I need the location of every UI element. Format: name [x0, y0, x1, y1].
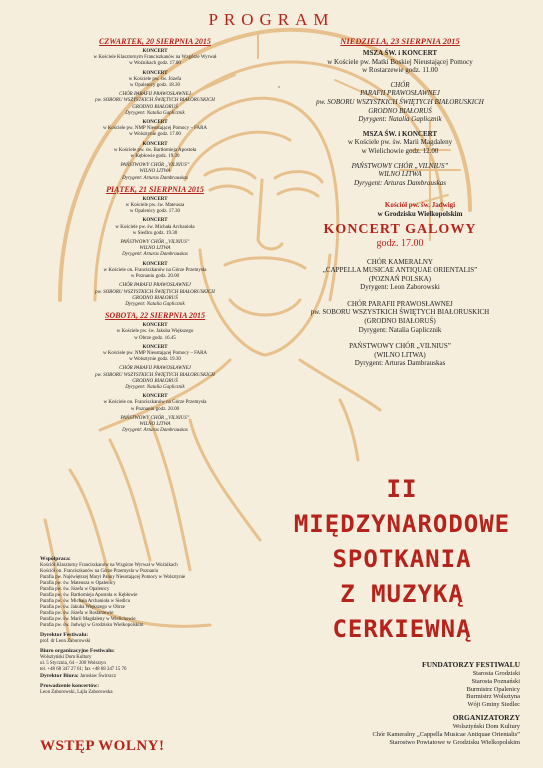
list-item: Wolsztyński Dom Kultury	[452, 722, 520, 730]
list-item: Starosta Poznański	[471, 677, 520, 685]
day-heading-thursday: CZWARTEK, 20 SIERPNIA 2015	[99, 37, 211, 46]
list-item: Wójt Gminy Siedlec	[467, 701, 520, 709]
list-item: Parafia pw. św. Jadwigi w Grodzisku Wielkopolskim	[40, 623, 144, 628]
cooperation-heading: Współpraca:	[40, 556, 71, 562]
office-heading: Biuro organizacyjne Festiwalu:	[40, 648, 115, 654]
list-item: Parafia pw. św. Michała Archanioła w Siedlcu	[40, 599, 131, 604]
event-block: KONCERT w Kościele on. Franciszkanów na Górze Przemysła w Poznaniu godz. 20.00	[103, 394, 207, 412]
left-schedule	[40, 36, 270, 437]
event-block: MSZA ŚW. i KONCERT w Kościele pw. św. Marii Magdaleny w Wielichowie godz. 12.00	[347, 129, 453, 155]
event-block: KONCERT w Kościele Klasztornym Franciszkanów na Wzgórze Wyrwał w Woźnikach godz. 17.00	[93, 49, 217, 67]
funders-heading: FUNDATORZY FESTIWALU	[421, 660, 520, 669]
choir-block: PAŃSTWOWY CHÓR „VILNIUS” WILNO LITWA Dyrygent: Arturas Dambrauskas	[351, 161, 449, 187]
event-block: KONCERT w Kościele on. Franciszkanów na Górze Przemysła w Poznaniu godz. 20.00	[103, 261, 207, 280]
program-title: PROGRAM	[208, 10, 335, 29]
director-name: prof. dr Leon Zaborowski	[40, 639, 91, 644]
gala-concert-title: KONCERT GALOWY	[323, 221, 477, 237]
event-block: KONCERT w Kościele pw. św. Bartłomieja Apostoła w Kębłowie godz. 19.30	[113, 141, 197, 160]
choir-block: CHÓR PARAFII PRAWOSŁAWNEJ pw. SOBORU WSZYSTKICH ŚWIĘTYCH BIAŁORUSKICH GRODNO BIAŁORUŚ Dyrygent: Natalia Gaplicznik	[95, 366, 215, 390]
event-block: KONCERT w Kościele pw. św. Jakuba Większego w Obrze godz. 16.45	[116, 323, 194, 341]
choir-block: PAŃSTWOWY CHÓR „VILNIUS” WILNO LITWA Dyrygent: Arturas Dambrauskas	[120, 240, 190, 258]
list-item: Parafia pw. św. Mateusza w Opalenicy	[40, 581, 116, 586]
list-item: Parafia pw. św. Marii Magdaleny w Wielichowie	[40, 617, 136, 622]
office-director: Dyrektor Biura: Jarosław Świrszcz	[40, 673, 117, 679]
organizers-heading: ORGANIZATORZY	[452, 712, 520, 722]
list-item: Parafia pw. św. Józefa w Rostarzewie	[40, 611, 114, 616]
event-block: KONCERT w Kościele pw. św. Mateusza w Opalenicy godz. 17.30	[125, 196, 185, 215]
list-item: Burmistrz Opalenicy	[466, 685, 520, 693]
event-block: KONCERT w Kościele pw. św. Michała Archanioła w Siedlcu godz. 19.30	[115, 218, 195, 236]
list-item: Parafia pw. św. Jakuba Większego w Obrze	[40, 605, 125, 610]
list-item: Chór Kameralny „Cappella Musicae Antiquae Orientalis”	[372, 730, 520, 738]
hosts-names: Leon Zaborowski, Lajla Zaborowska	[40, 690, 113, 695]
list-item: Parafia pw. św. Bartłomieja Apostoła w Kębłowie	[40, 593, 138, 598]
festival-name: II MIĘDZYNARODOWE SPOTKANIA Z MUZYKĄ CERKIEWNĄ	[293, 475, 511, 643]
gala-concert-time: godz. 17.00	[376, 237, 424, 249]
choir-block: CHÓR PARAFII PRAWOSŁAWNEJ pw. SOBORU WSZYSTKICH ŚWIĘTYCH BIAŁORUSKICH GRODNO BIAŁORUŚ Dyrygent: Natalia Gaplicznik	[95, 92, 215, 116]
list-item: Parafia pw. św. Józefa w Opalenicy	[40, 587, 110, 592]
event-block: KONCERT w Kościele pw. św. Józefa w Opalenicy godz. 18.30	[128, 70, 182, 89]
list-item: Starostwo Powiatowe w Grodzisku Wielkopolskim	[389, 738, 520, 746]
list-item: Burmistrz Wolsztyna	[466, 693, 520, 701]
list-item: Parafia pw. Najświętszej Maryi Panny Nieustającej Pomocy w Wolsztynie	[40, 575, 186, 580]
day-heading-saturday: SOBOTA, 22 SIERPNIA 2015	[104, 311, 206, 321]
event-block: KONCERT w Kościele pw. NMP Nieustającej Pomocy – FARA w Wolsztynie godz. 17.00	[102, 120, 208, 138]
choir-block: CHÓR KAMERALNY „CAPPELLA MUSICAE ANTIQUAE ORIENTALIS” (POZNAŃ POLSKA) Dyrygent: Leon Zaborowski	[322, 257, 478, 292]
day-heading-sunday: NIEDZIELA, 23 SIERPNIA 2015	[340, 36, 460, 46]
director-heading: Dyrektor Festiwalu:	[40, 632, 89, 638]
choir-block: CHÓR PARAFII PRAWOSŁAWNEJ pw. SOBORU WSZYSTKICH ŚWIĘTYCH BIAŁORUSKICH GRODNO BIAŁORUŚ Dyrygent: Natalia Gaplicznik	[316, 80, 484, 124]
list-item: Kościół on. Franciszkanów na Górze Przemysła w Poznaniu	[40, 569, 159, 574]
day-heading-friday: PIĄTEK, 21 SIERPNIA 2015	[106, 184, 204, 194]
cooperation-list	[40, 563, 290, 629]
sponsors-section	[330, 660, 520, 746]
event-block: MSZA ŚW. i KONCERT w Kościele pw. Matki Boskiej Nieustającej Pomocy w Rostarzewie godz. 11.00	[327, 49, 473, 75]
right-schedule	[280, 36, 520, 368]
list-item: Starosta Grodziski	[472, 670, 520, 677]
choir-block: CHÓR PARAFII PRAWOSŁAWNEJ pw. SOBORU WSZYSTKICH ŚWIĘTYCH BIAŁORUSKICH (GRODNO BIAŁORUŚ) Dyrygent: Natalia Gaplicznik	[310, 299, 490, 334]
free-entry: WSTĘP WOLNY!	[40, 738, 165, 754]
gala-church: Kościół pw. św. Jadwigi w Grodzisku Wielkopolskim	[377, 201, 463, 218]
choir-block: PAŃSTWOWY CHÓR „VILNIUS” WILNO LITWA Dyrygent: Arturas Dambrauskas	[120, 163, 190, 181]
hosts-heading: Prowadzenie koncertów:	[40, 683, 100, 689]
cooperation-section: Współpraca: Kościół Klasztorny Franciszkanów na Wzgórze Wyrwał w Woźnikach Kościół on. Franciszkanów na Górze Przemysła w Poznaniu Parafia pw. Najświętszej Maryi Panny Nieustającej Pomocy w Wolsztynie Parafia pw. św. Mateusza w Opalenicy Parafia pw. św. Józefa w Opalenicy Parafia pw. św. Bartłomieja Apostoła w Kębłowie Parafia pw. św. Michała Archanioła w Siedlcu Parafia pw. św. Jakuba Większego w Obrze Parafia pw. św. Józefa w Rostarzewie Parafia pw. św. Marii Magdaleny w Wielichowie Parafia pw. św. Jadwigi w Grodzisku Wielkopolskim Dyrektor Festiwalu: prof. dr Leon Zaborowski Biuro organizacyjne Festiwalu: Wolsztyński Dom Kultury ul. 5 Stycznia, 64 – 200 Wolsztyn tel. +48 68 347 27 61; fax +48 68 347 15 76 Dyrektor Biura: Jarosław Świrszcz Prowadzenie koncertów: Leon Zaborowski, Lajla Zaborowska	[40, 556, 290, 696]
choir-block: PAŃSTWOWY CHÓR „VILNIUS” (WILNO LITWA) Dyrygent: Arturas Dambrauskas	[349, 342, 451, 368]
choir-block: PAŃSTWOWY CHÓR „VILNIUS” WILNO LITWA Dyrygent: Arturas Dambrauskas	[120, 415, 190, 434]
list-item: Kościół Klasztorny Franciszkanów na Wzgórze Wyrwał w Woźnikach	[40, 563, 178, 568]
choir-block: CHÓR PARAFII PRAWOSŁAWNEJ pw. SOBORU WSZYSTKICH ŚWIĘTYCH BIAŁORUSKICH GRODNO BIAŁORUŚ Dyrygent: Natalia Gaplicznik	[95, 283, 215, 307]
event-block: KONCERT w Kościele pw. NMP Nieustającej Pomocy – FARA w Wolsztynie godz. 19.30	[102, 344, 208, 363]
